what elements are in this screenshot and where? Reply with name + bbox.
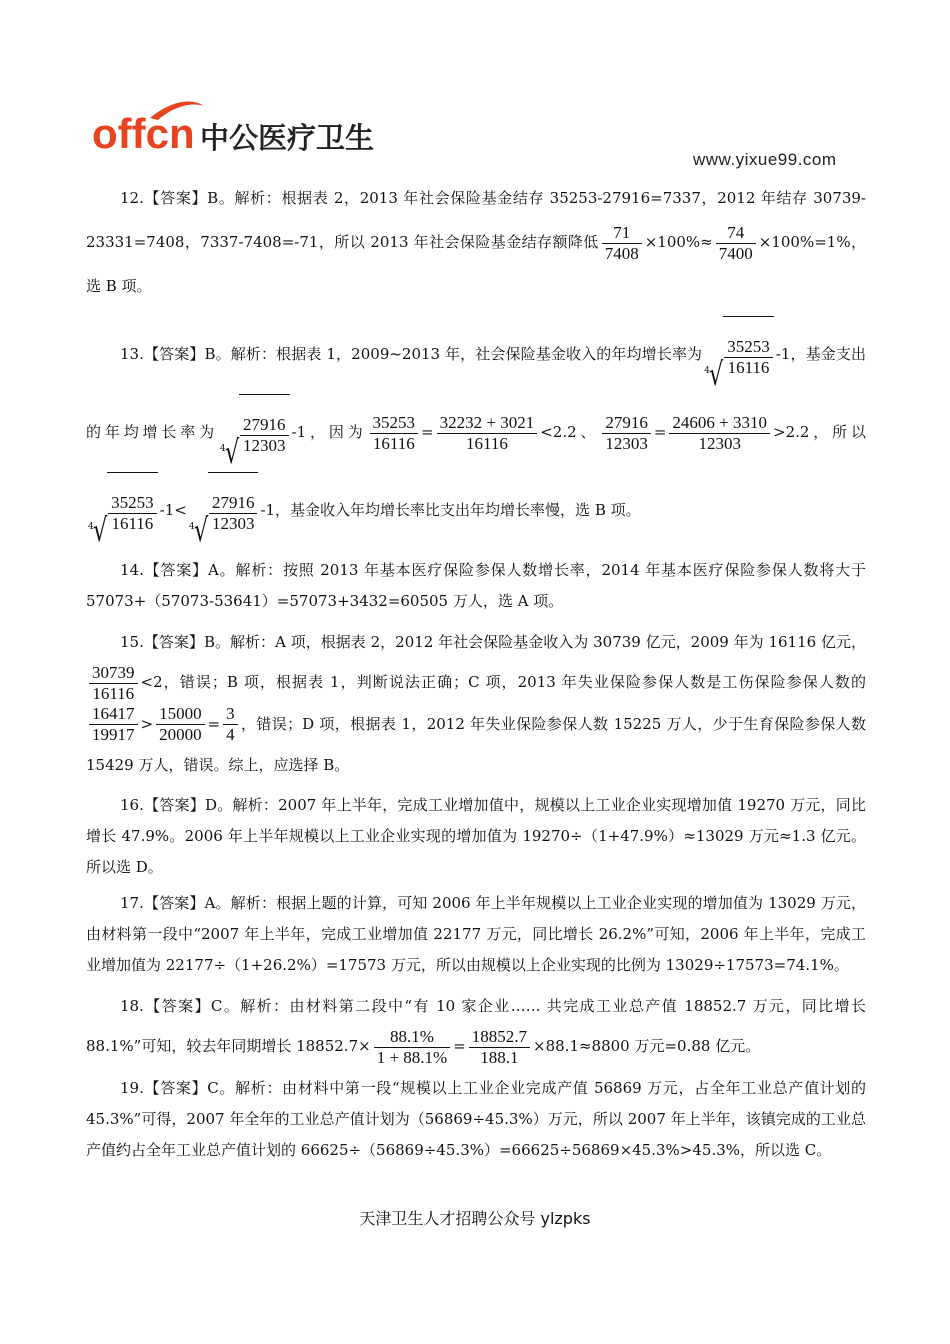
fourth-root: 4 √ $\frac{27916}{12303}$ — [220, 394, 290, 472]
fraction: $\frac{74}{7400}$ — [716, 223, 756, 264]
fraction: $\frac{71}{7408}$ — [602, 223, 642, 264]
answer-18: 18.【答案】C。解析：由材料第二段中“有 10 家企业…… 共完成工业总产值 18852.7 万元，同比增长 88.1%”可知，较去年同期增长 18852.7× $\frac{88.1\%}{1 + 88.1\%}$ = $\frac{18852.7}{188.1}$ ×88.1≈8800 万元=0.88 亿元。 — [86, 997, 866, 1067]
answer-17: 17.【答案】A。解析：根据上题的计算，可知 2006 年上半年规模以上工业企业实现的增加值为 13029 万元，由材料第一段中“2007 年上半年，完成工业增加值 22177 万元，同比增长 26.2%”可知，2006 年上半年，完成工业增加值为 22177÷（1+26.2%）=17573 万元，所以由规模以上企业实现的比例为 13029÷17573=74.1%。 — [86, 894, 866, 974]
logo-cn: 中公医疗卫生 — [200, 121, 375, 155]
answer-12: 12.【答案】B。解析：根据表 2，2013 年社会保险基金结存 35253-27916=7337，2012 年结存 30739-23331=7408，7337-7408=-71，所以 2013 年社会保险基金结存额降低 $\frac{71}{7408}$ ×100%≈ $\frac{74}{7400}$ ×100%=1%，选 B 项。 — [86, 189, 866, 295]
fourth-root: 4 √ $\frac{27916}{12303}$ — [189, 472, 259, 550]
answer-14: 14.【答案】A。解析：按照 2013 年基本医疗保险参保人数增长率，2014 年基本医疗保险参保人数将大于 57073+（57073-53641）=57073+3432=60505 万人，选 A 项。 — [86, 561, 866, 610]
radical-sign-icon: √ — [92, 511, 108, 549]
radical-sign-icon: √ — [224, 433, 239, 471]
fourth-root: 4 √ $\frac{35253}{16116}$ — [88, 472, 158, 550]
answer-16: 16.【答案】D。解析：2007 年上半年，完成工业增加值中，规模以上工业企业实现增加值 19270 万元，同比增长 47.9%。2006 年上半年规模以上工业企业实现的增加值为 19270÷（1+47.9%）≈13029 万元≈1.3 亿元。所以选 D。 — [86, 796, 866, 876]
answer-content — [86, 176, 866, 1171]
header-url[interactable]: www.yixue99.com — [693, 150, 837, 169]
offcn-logo — [92, 98, 392, 158]
answer-13: 13.【答案】B。解析：根据表 1，2009~2013 年，社会保险基金收入的年均增长率为 4 √ $\frac{35253}{16116}$ -1，基金支出的年均增长率为 4 √ $\frac{27916}{12303}$ -1，因为 $\frac{35253}{16116}$ = $\frac{32232 + 3021}{16116}$ <2.2、 $\frac{27916}{12303}$ = $\frac{24606 + 3310}{12303}$ >2.2，所以 4 √ $\frac{35253}{16116}$ -1< 4 √ $\frac{27916}{12303}$ -1，基金收入年均增长率比支出年均增长率慢，选 B 项。 — [86, 316, 866, 550]
footer-text: 天津卫生人才招聘公众号 ylzpks — [359, 1209, 591, 1228]
logo-brand: offcn — [92, 110, 195, 157]
radical-sign-icon: √ — [708, 355, 724, 393]
fourth-root: 4 √ $\frac{35253}{16116}$ — [704, 316, 774, 394]
radical-sign-icon: √ — [193, 511, 208, 549]
answer-15: 15.【答案】B。解析：A 项，根据表 2，2012 年社会保险基金收入为 30739 亿元，2009 年为 16116 亿元， $\frac{30739}{16116}$ <2，错误；B 项，根据表 1，判断说法正确；C 项，2013 年失业保险参保人数是工伤保险参保人数的 $\frac{16417}{19917}$ > $\frac{15000}{20000}$ = $\frac{3}{4}$ ，错误；D 项，根据表 1，2012 年失业保险参保人数 15225 万人，少于生育保险参保人数 15429 万人，错误。综上，应选择 B。 — [86, 633, 866, 774]
answer-19: 19.【答案】C。解析：由材料中第一段“规模以上工业企业完成产值 56869 万元，占全年工业总产值计划的 45.3%”可得，2007 年全年的工业总产值计划为（56869÷45.3%）万元，所以 2007 年上半年，该镇完成的工业总产值约占全年工业总产值计划的 66625÷（56869÷45.3%）=66625÷56869×45.3%>45.3%，所以选 C。 — [86, 1078, 866, 1159]
